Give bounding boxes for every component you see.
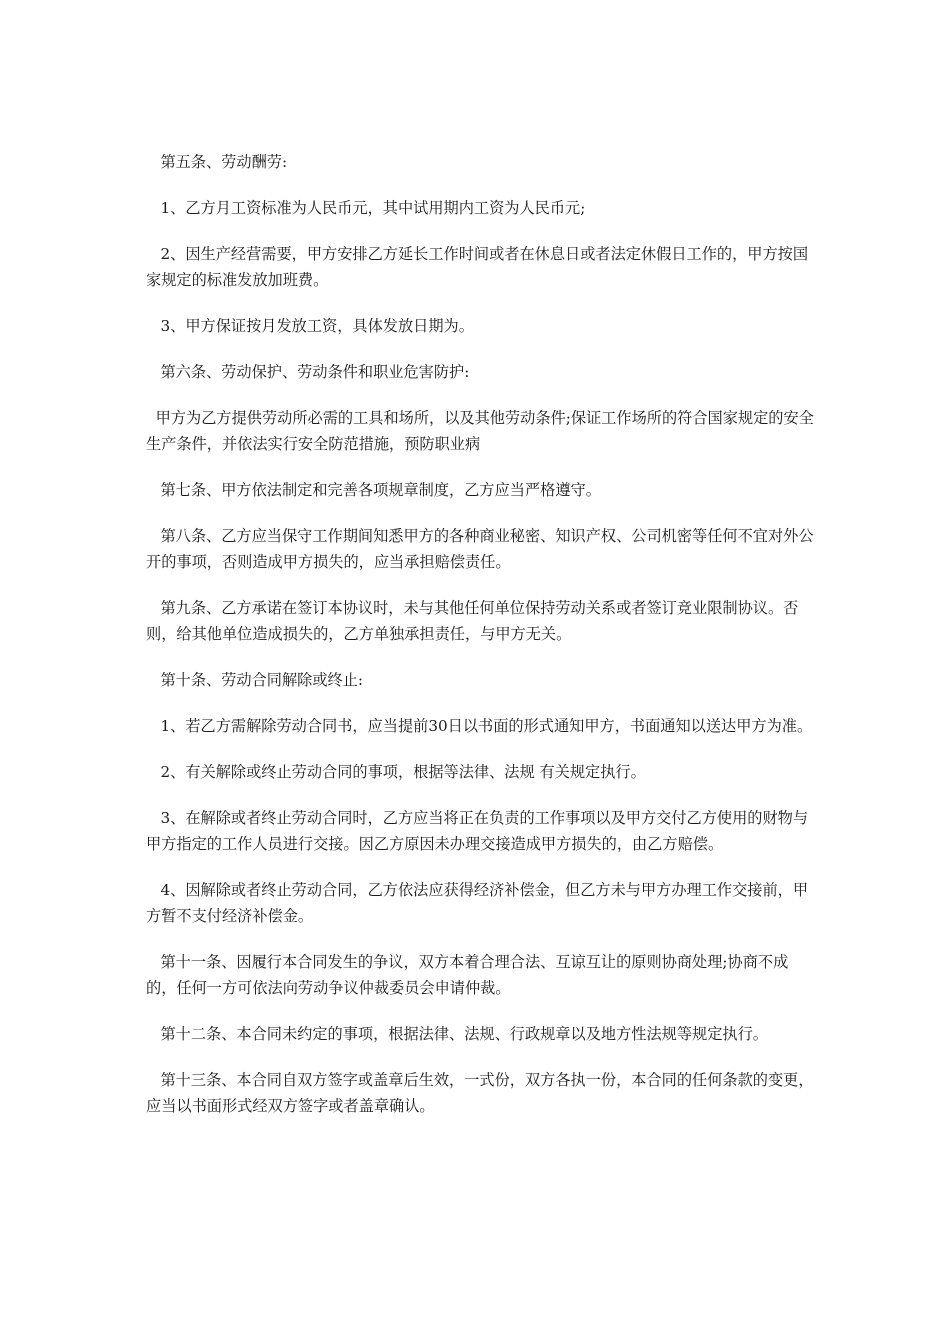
article-10-heading: 第十条、劳动合同解除或终止: xyxy=(146,671,364,689)
article-5-item-3: 3、甲方保证按月发放工资，具体发放日期为。 xyxy=(146,317,474,335)
document-body xyxy=(146,149,814,1139)
article-5-item-1: 1、乙方月工资标准为人民币元，其中试用期内工资为人民币元; xyxy=(146,199,586,217)
article-10-item-3: 3、在解除或者终止劳动合同时，乙方应当将正在负责的工作事项以及甲方交付乙方使用的财物与甲方指定的工作人员进行交接。因乙方原因未办理交接造成甲方损失的，由乙方赔偿。 xyxy=(146,809,809,853)
article-7: 第七条、甲方依法制定和完善各项规章制度，乙方应当严格遵守。 xyxy=(146,481,601,499)
article-13: 第十三条、本合同自双方签字或盖章后生效，一式份，双方各执一份，本合同的任何条款的变更，应当以书面形式经双方签字或者盖章确认。 xyxy=(146,1071,814,1115)
article-8: 第八条、乙方应当保守工作期间知悉甲方的各种商业秘密、知识产权、公司机密等任何不宜对外公开的事项，否则造成甲方损失的，应当承担赔偿责任。 xyxy=(146,527,814,571)
article-9: 第九条、乙方承诺在签订本协议时，未与其他任何单位保持劳动关系或者签订竞业限制协议。否则，给其他单位造成损失的，乙方单独承担责任，与甲方无关。 xyxy=(146,599,799,643)
article-10-item-2: 2、有关解除或终止劳动合同的事项，根据等法律、法规 有关规定执行。 xyxy=(146,763,646,781)
article-6-body: 甲方为乙方提供劳动所必需的工具和场所，以及其他劳动条件;保证工作场所的符合国家规定的安全生产条件，并依法实行安全防范措施，预防职业病 xyxy=(146,409,814,453)
article-6-heading: 第六条、劳动保护、劳动条件和职业危害防护: xyxy=(146,363,470,381)
article-11: 第十一条、因履行本合同发生的争议，双方本着合理合法、互谅互让的原则协商处理;协商不成的，任何一方可依法向劳动争议仲裁委员会申请仲裁。 xyxy=(146,953,789,997)
article-12: 第十二条、本合同未约定的事项，根据法律、法规、行政规章以及地方性法规等规定执行。 xyxy=(146,1025,768,1043)
article-10-item-4: 4、因解除或者终止劳动合同，乙方依法应获得经济补偿金，但乙方未与甲方办理工作交接前，甲方暂不支付经济补偿金。 xyxy=(146,881,809,925)
article-5-item-2: 2、因生产经营需要，甲方安排乙方延长工作时间或者在休息日或者法定休假日工作的，甲方按国家规定的标准发放加班费。 xyxy=(146,245,809,289)
article-5-heading: 第五条、劳动酬劳: xyxy=(146,153,288,171)
article-10-item-1: 1、若乙方需解除劳动合同书，应当提前30日以书面的形式通知甲方，书面通知以送达甲方为准。 xyxy=(146,717,813,735)
